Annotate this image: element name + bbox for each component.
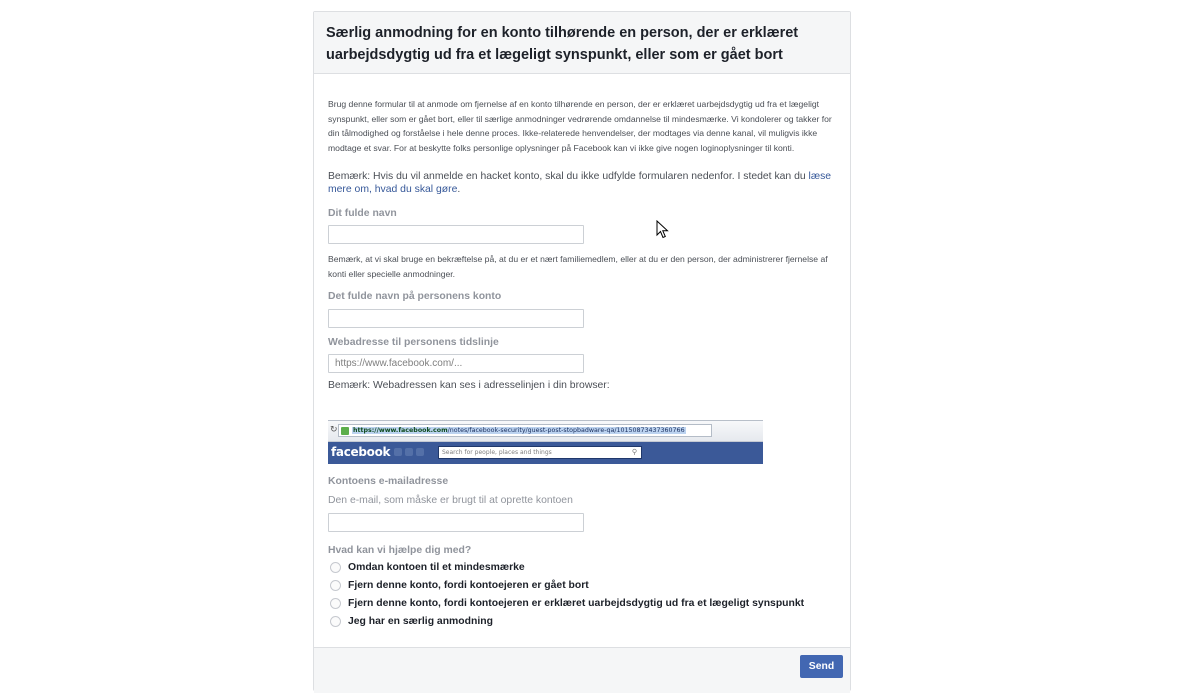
help-label: Hvad kan vi hjælpe dig med?: [328, 545, 472, 556]
lock-icon: [341, 427, 349, 435]
email-label: Kontoens e-mailadresse: [328, 476, 449, 487]
request-form-card: [313, 11, 851, 691]
radio-button[interactable]: [330, 616, 341, 627]
hacked-account-note: [328, 170, 836, 196]
full-name-input[interactable]: [328, 225, 584, 244]
facebook-logo: facebook: [331, 445, 391, 459]
email-input[interactable]: [328, 513, 584, 532]
browser-url-field: [338, 424, 712, 437]
mouse-pointer-icon: [656, 220, 669, 239]
facebook-search-field: [438, 446, 642, 459]
globe-icon: [416, 448, 424, 456]
friends-icon: [394, 448, 402, 456]
browser-url-text: [352, 427, 686, 434]
browser-address-bar-image: [328, 420, 763, 464]
facebook-search-placeholder: Search for people, places and things: [442, 449, 552, 456]
intro-text: Brug denne formular til at anmode om fjernelse af en konto tilhørende en person, der er erklæret uarbejdsdygtig ud fra et lægeligt synspunkt, eller som er gået bort, eller til særlige anmodninger vedrørende omdannelse til mindesmærke. Vi kondolerer og takker for din tålmodighed og forståelse i hele denne proces. Ikke-relaterede henvendelser, der modtages via denne kanal, vil muligvis ikke modtage et svar. For at beskytte folks personlige oplysninger på Facebook kan vi ikke give nogen loginoplysninger til konti.: [328, 99, 832, 153]
form-body: [314, 97, 850, 391]
page-title: Særlig anmodning for en konto tilhørende en person, der er erklæret uarbejdsdygtig ud fra et lægeligt synspunkt, eller som er gået bort: [326, 25, 799, 63]
radio-label: Fjern denne konto, fordi kontoejeren er gået bort: [348, 579, 589, 591]
form-footer: [314, 647, 850, 693]
account-name-label: Det fulde navn på personens konto: [328, 290, 502, 302]
radio-label: Jeg har en særlig anmodning: [348, 615, 493, 627]
radio-label: Fjern denne konto, fordi kontoejeren er erklæret uarbejdsdygtig ud fra et lægeligt synspunkt: [348, 597, 805, 609]
radio-label: Omdan kontoen til et mindesmærke: [348, 561, 525, 573]
radio-option-memorialize[interactable]: [328, 558, 838, 576]
hacked-note-text: Bemærk: Hvis du vil anmelde en hacket konto, skal du ikke udfylde formularen nedenfor. I stedet kan du: [328, 171, 809, 183]
timeline-url-label: Webadresse til personens tidslinje: [328, 336, 499, 348]
url-path: /notes/facebook-security/guest-post-stopbadware-qa/10150873437360766: [447, 427, 685, 434]
timeline-url-input[interactable]: [328, 354, 584, 373]
reload-icon: ↻: [330, 424, 338, 434]
form-header: [314, 12, 850, 74]
radio-button[interactable]: [330, 562, 341, 573]
email-sublabel: Den e-mail, som måske er brugt til at oprette kontoen: [328, 495, 573, 506]
radio-option-special-request[interactable]: [328, 612, 838, 630]
hacked-note-end: .: [457, 184, 461, 196]
learn-more-link[interactable]: læse mere om, hvad du skal gøre: [328, 171, 832, 196]
search-icon: ⚲: [631, 448, 637, 456]
radio-button[interactable]: [330, 580, 341, 591]
url-host: https://www.facebook.com: [353, 427, 448, 434]
notification-icons: [394, 448, 424, 456]
send-button[interactable]: Send: [800, 655, 843, 678]
browser-url-bar: [328, 421, 763, 442]
radio-option-remove-incapacitated[interactable]: [328, 594, 838, 612]
email-section: [328, 476, 838, 630]
confirmation-note: Bemærk, at vi skal bruge en bekræftelse på, at du er et nært familiemedlem, eller at du er den person, der administrerer fjernelse af konti eller specielle anmodninger.: [328, 254, 828, 279]
radio-button[interactable]: [330, 598, 341, 609]
radio-option-remove-deceased[interactable]: [328, 576, 838, 594]
full-name-label: Dit fulde navn: [328, 208, 397, 220]
account-name-input[interactable]: [328, 309, 584, 328]
help-options: [328, 558, 838, 630]
facebook-bar: [328, 442, 763, 464]
messages-icon: [405, 448, 413, 456]
url-note: Bemærk: Webadressen kan ses i adresselinjen i din browser:: [328, 379, 610, 391]
